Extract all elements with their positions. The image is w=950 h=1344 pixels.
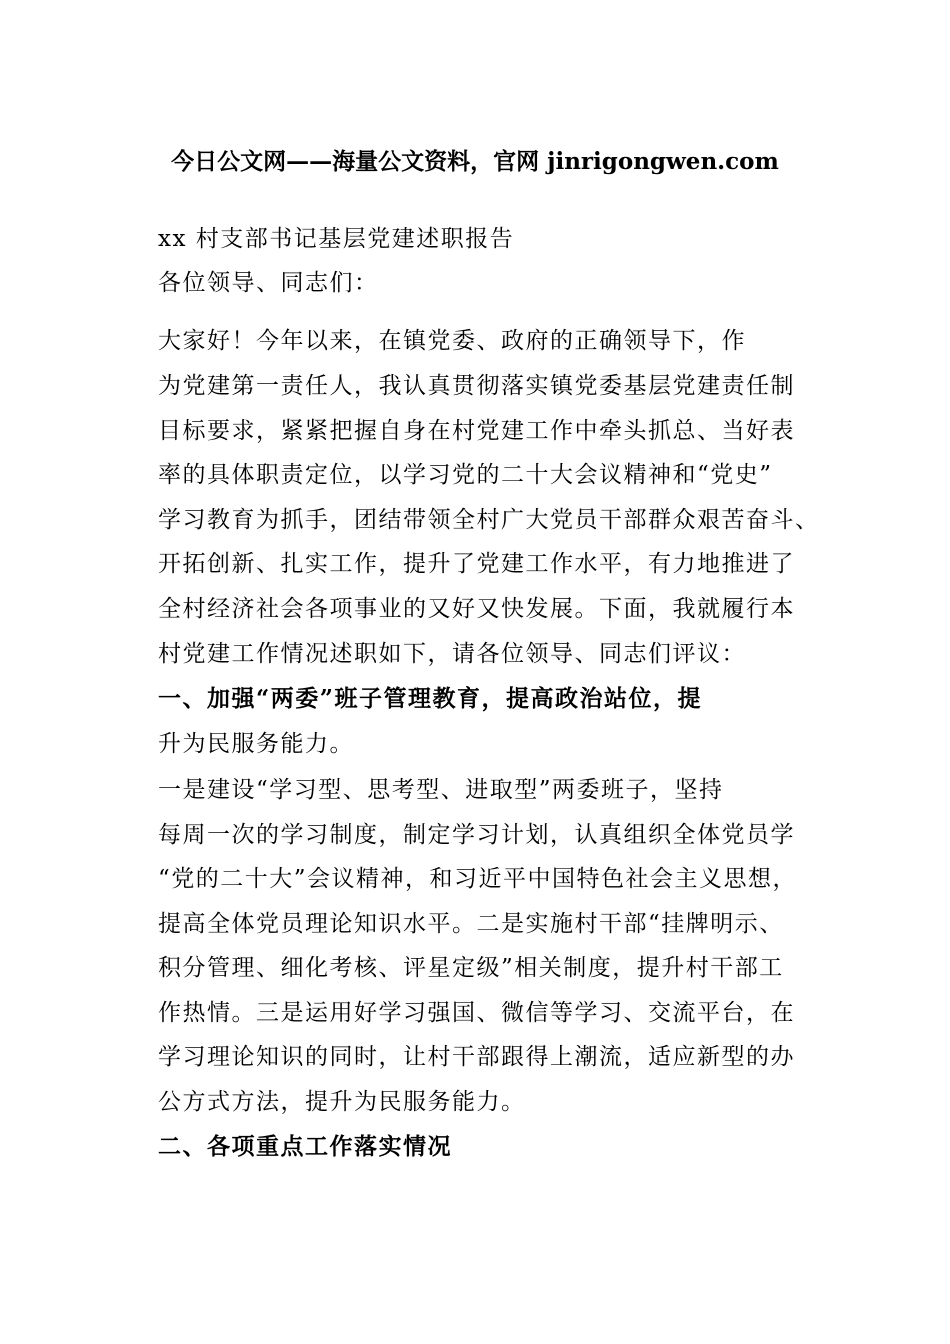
section1-line: 积分管理、细化考核、评星定级”相关制度，提升村干部工 (158, 955, 784, 981)
intro-line: 村党建工作情况述职如下，请各位领导、同志们评议： (158, 641, 746, 667)
intro-line: 大家好！今年以来，在镇党委、政府的正确领导下，作 (158, 328, 746, 354)
section1-line: 公方式方法，提升为民服务能力。 (158, 1089, 526, 1115)
intro-line: 学习教育为抓手，团结带领全村广大党员干部群众艰苦奋斗、 (158, 507, 820, 533)
salutation: 各位领导、同志们： (158, 270, 379, 296)
section1-line: 提高全体党员理论知识水平。二是实施村干部“挂牌明示、 (158, 911, 784, 937)
intro-line: 开拓创新、扎实工作，提升了党建工作水平，有力地推进了 (158, 551, 795, 577)
section1-line: 作热情。三是运用好学习强国、微信等学习、交流平台，在 (158, 1000, 795, 1026)
section1-line: 每周一次的学习制度，制定学习计划，认真组织全体党员学 (158, 822, 795, 848)
intro-line: 全村经济社会各项事业的又好又快发展。下面，我就履行本 (158, 596, 795, 622)
section1-heading: 一、加强“两委”班子管理教育，提高政治站位，提 (158, 685, 702, 712)
section1-heading-continuation: 升为民服务能力。 (158, 731, 354, 757)
section1-first-line: 一是建设“学习型、思考型、进取型”两委班子，坚持 (158, 777, 724, 803)
intro-line: 为党建第一责任人，我认真贯彻落实镇党委基层党建责任制 (158, 373, 795, 399)
intro-line: 目标要求，紧紧把握自身在村党建工作中牵头抓总、当好表 (158, 418, 795, 444)
section1-line: 学习理论知识的同时，让村干部跟得上潮流，适应新型的办 (158, 1044, 795, 1070)
document-title: xx 村支部书记基层党建述职报告 (158, 226, 515, 252)
intro-line: 率的具体职责定位，以学习党的二十大会议精神和“党史” (158, 462, 773, 488)
section1-line: “党的二十大”会议精神，和习近平中国特色社会主义思想， (158, 866, 798, 892)
site-header: 今日公文网——海量公文资料，官网 jinrigongwen.com (171, 148, 779, 175)
section2-heading: 二、各项重点工作落实情况 (158, 1133, 452, 1160)
